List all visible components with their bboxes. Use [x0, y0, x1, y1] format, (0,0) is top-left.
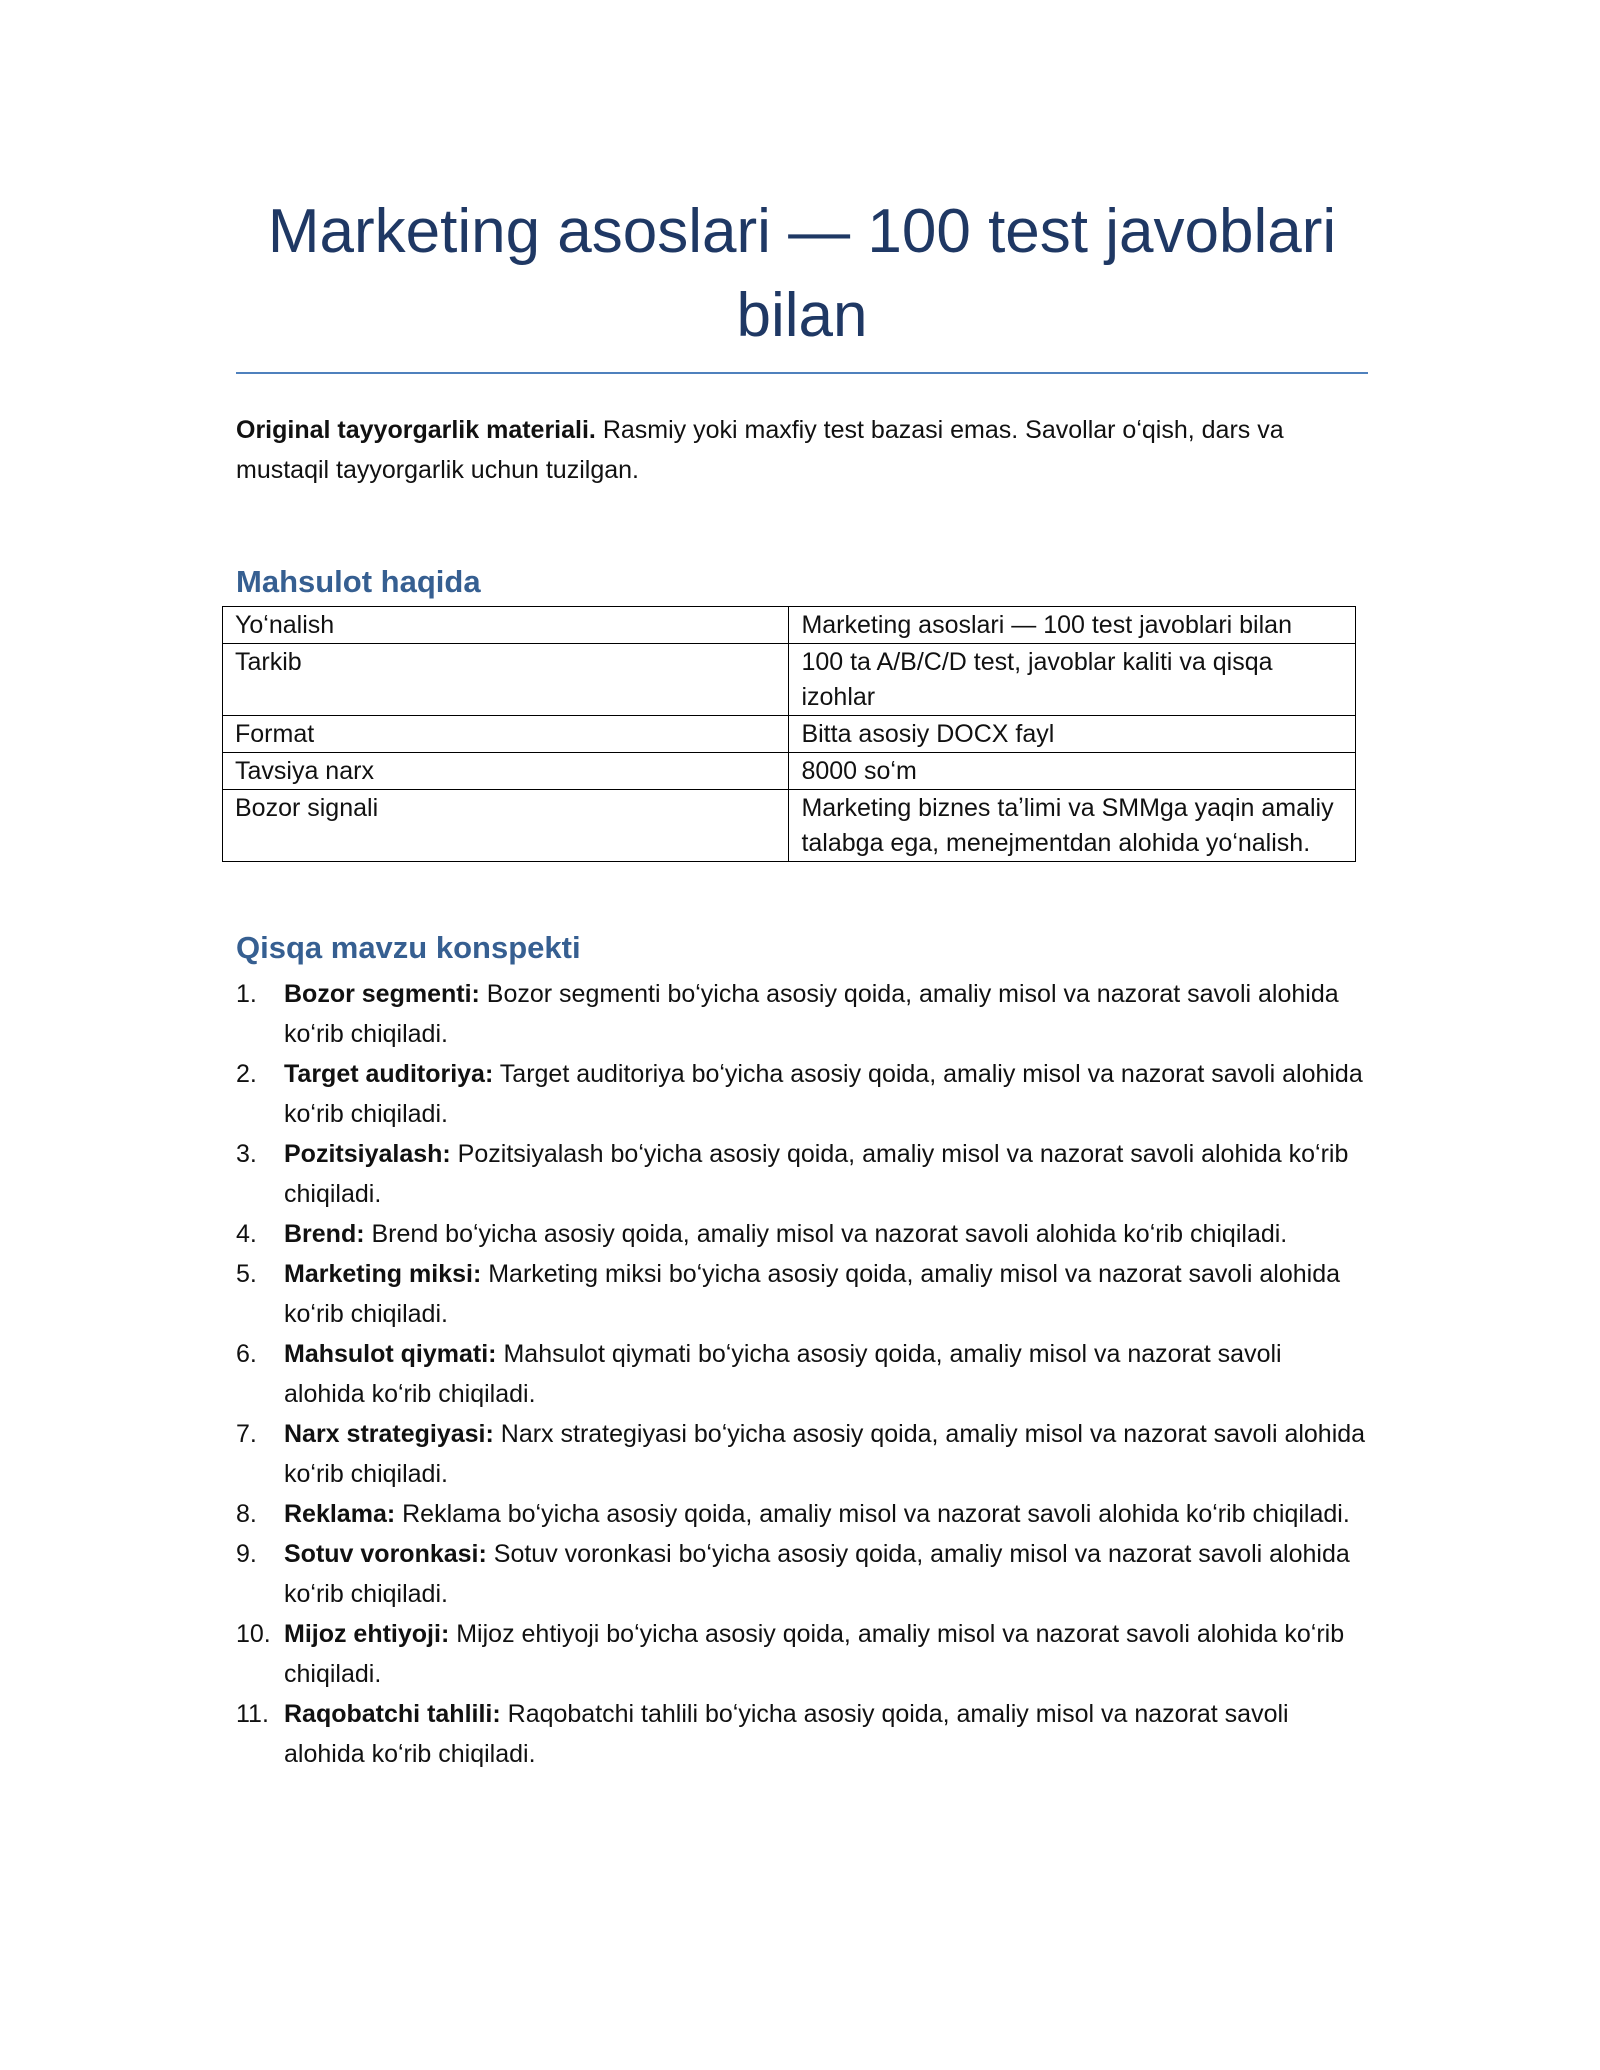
table-value: Marketing biznes taʼlimi va SMMga yaqin amaliy talabga ega, menejmentdan alohida yoʻnalish. — [789, 790, 1356, 862]
item-number: 4. — [236, 1220, 257, 1248]
item-term: Brend: — [284, 1220, 365, 1248]
item-number: 5. — [236, 1260, 257, 1288]
item-number: 10. — [236, 1620, 271, 1648]
table-key: Yoʻnalish — [223, 607, 789, 644]
item-term: Target auditoriya: — [284, 1060, 494, 1088]
list-item — [236, 1694, 1368, 1774]
item-text: Raqobatchi tahlili boʻyicha asosiy qoida, amaliy misol va nazorat savoli alohida koʻrib chiqiladi. — [284, 1700, 1289, 1768]
table-row — [223, 790, 1356, 862]
product-heading: Mahsulot haqida — [236, 564, 481, 599]
item-term: Sotuv voronkasi: — [284, 1540, 487, 1568]
item-text: Brend boʻyicha asosiy qoida, amaliy misol va nazorat savoli alohida koʻrib chiqiladi. — [364, 1220, 1288, 1248]
product-info-table — [222, 606, 1356, 862]
intro-paragraph — [236, 410, 1368, 490]
item-term: Reklama: — [284, 1500, 396, 1528]
item-number: 7. — [236, 1420, 257, 1448]
item-number: 1. — [236, 980, 257, 1008]
topic-list — [236, 974, 1368, 1774]
list-item — [236, 1614, 1368, 1694]
list-item — [236, 1254, 1368, 1334]
item-term: Narx strategiyasi: — [284, 1420, 494, 1448]
item-number: 3. — [236, 1140, 257, 1168]
list-item — [236, 1214, 1368, 1254]
table-row — [223, 644, 1356, 716]
list-item — [236, 1054, 1368, 1134]
item-text: Bozor segmenti boʻyicha asosiy qoida, amaliy misol va nazorat savoli alohida koʻrib chiqiladi. — [284, 980, 1339, 1048]
table-value: Bitta asosiy DOCX fayl — [789, 716, 1356, 753]
intro-bold-lead: Original tayyorgarlik materiali. — [236, 416, 596, 444]
item-text: Narx strategiyasi boʻyicha asosiy qoida, amaliy misol va nazorat savoli alohida koʻrib chiqiladi. — [284, 1420, 1366, 1488]
list-item — [236, 1534, 1368, 1614]
item-number: 6. — [236, 1340, 257, 1368]
table-row — [223, 607, 1356, 644]
item-term: Bozor segmenti: — [284, 980, 480, 1008]
document-title: Marketing asoslari — 100 test javoblari bilan — [267, 197, 1337, 350]
item-number: 11. — [236, 1700, 269, 1728]
table-value: 8000 soʻm — [789, 753, 1356, 790]
item-term: Mahsulot qiymati: — [284, 1340, 497, 1368]
item-term: Mijoz ehtiyoji: — [284, 1620, 450, 1648]
item-term: Marketing miksi: — [284, 1260, 482, 1288]
item-text: Mijoz ehtiyoji boʻyicha asosiy qoida, amaliy misol va nazorat savoli alohida koʻrib chiqiladi. — [284, 1620, 1345, 1688]
item-text: Mahsulot qiymati boʻyicha asosiy qoida, amaliy misol va nazorat savoli alohida koʻrib chiqiladi. — [284, 1340, 1282, 1408]
item-text: Pozitsiyalash boʻyicha asosiy qoida, amaliy misol va nazorat savoli alohida koʻrib chiqiladi. — [284, 1140, 1349, 1208]
list-item — [236, 1414, 1368, 1494]
item-text: Sotuv voronkasi boʻyicha asosiy qoida, amaliy misol va nazorat savoli alohida koʻrib chiqiladi. — [284, 1540, 1350, 1608]
intro-text: Rasmiy yoki maxfiy test bazasi emas. Savollar oʻqish, dars va mustaqil tayyorgarlik uchun tuzilgan. — [236, 416, 1284, 484]
table-key: Tarkib — [223, 644, 789, 716]
table-row — [223, 716, 1356, 753]
table-value: Marketing asoslari — 100 test javoblari bilan — [789, 607, 1356, 644]
item-number: 2. — [236, 1060, 257, 1088]
item-text: Marketing miksi boʻyicha asosiy qoida, amaliy misol va nazorat savoli alohida koʻrib chiqiladi. — [284, 1260, 1340, 1328]
table-key: Tavsiya narx — [223, 753, 789, 790]
list-item — [236, 1494, 1368, 1534]
document-page — [236, 190, 1368, 1774]
title-underline — [236, 372, 1368, 374]
list-item — [236, 1134, 1368, 1214]
table-key: Bozor signali — [223, 790, 789, 862]
item-text: Target auditoriya boʻyicha asosiy qoida, amaliy misol va nazorat savoli alohida koʻrib chiqiladi. — [284, 1060, 1363, 1128]
item-term: Pozitsiyalash: — [284, 1140, 451, 1168]
summary-heading: Qisqa mavzu konspekti — [236, 930, 581, 965]
table-key: Format — [223, 716, 789, 753]
table-row — [223, 753, 1356, 790]
item-number: 9. — [236, 1540, 257, 1568]
item-number: 8. — [236, 1500, 257, 1528]
item-term: Raqobatchi tahlili: — [284, 1700, 501, 1728]
list-item — [236, 974, 1368, 1054]
item-text: Reklama boʻyicha asosiy qoida, amaliy misol va nazorat savoli alohida koʻrib chiqiladi. — [395, 1500, 1350, 1528]
list-item — [236, 1334, 1368, 1414]
table-value: 100 ta A/B/C/D test, javoblar kaliti va qisqa izohlar — [789, 644, 1356, 716]
